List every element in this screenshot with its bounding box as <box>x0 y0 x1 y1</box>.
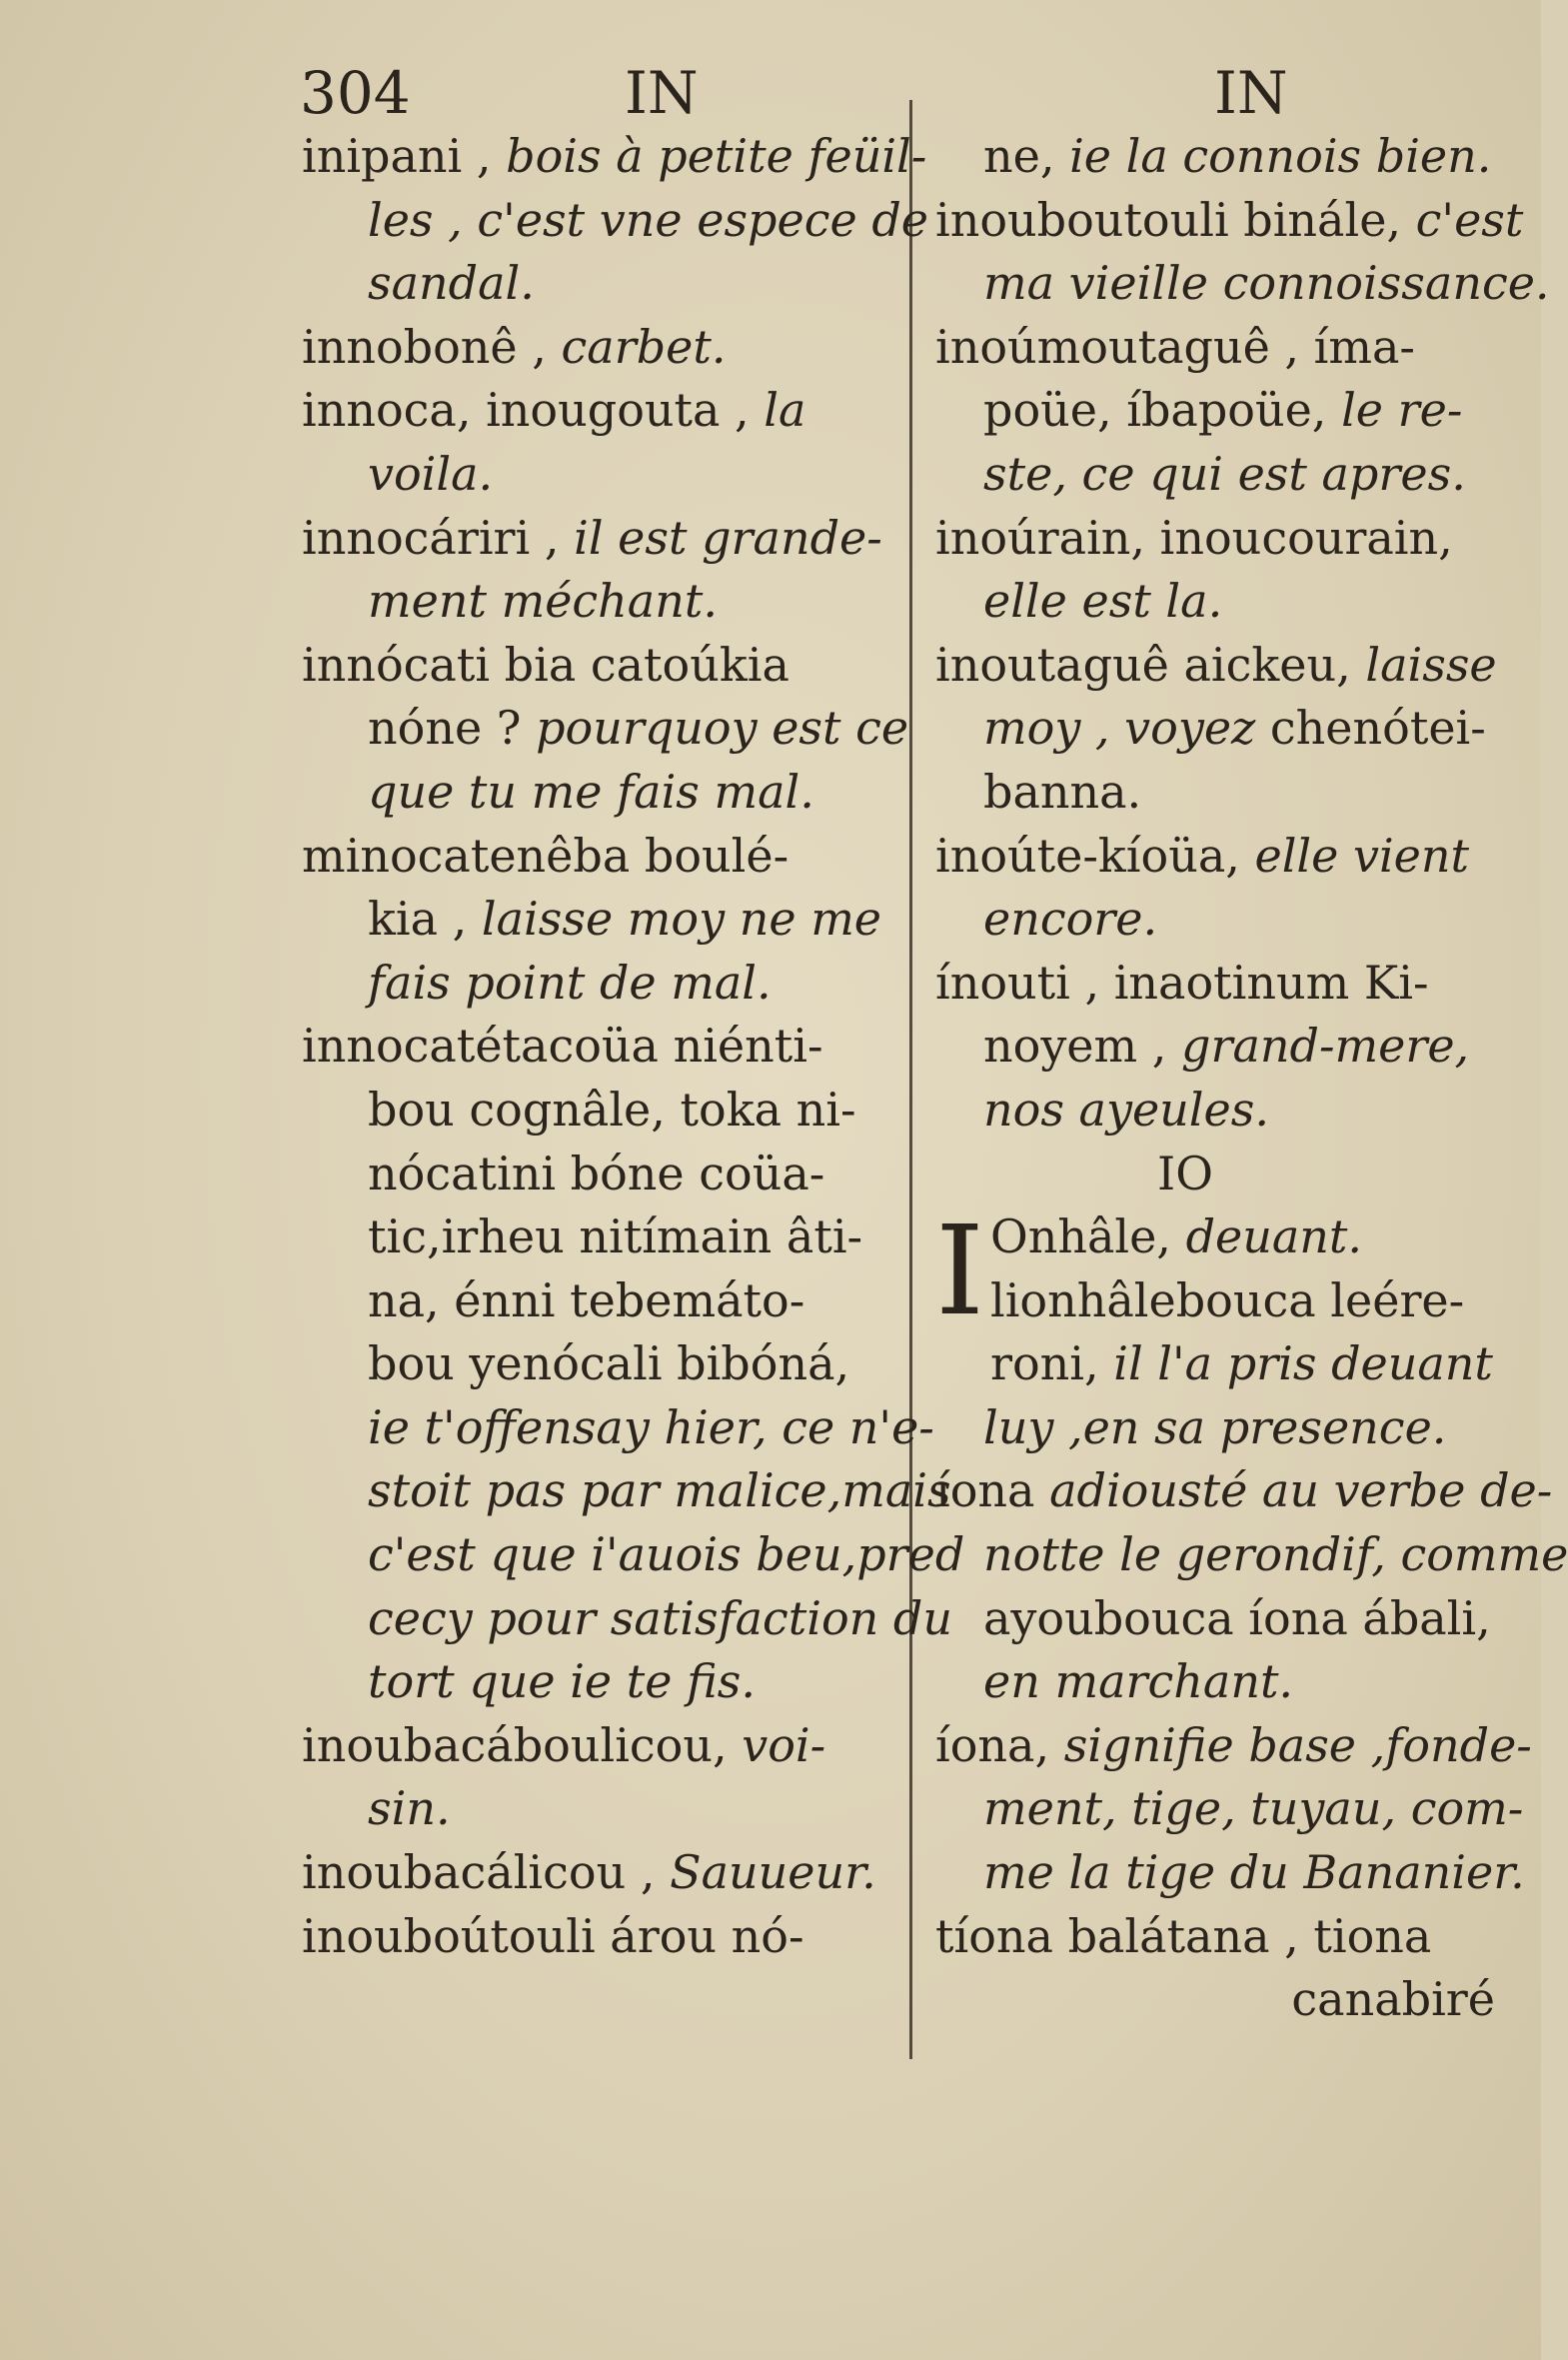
drop-cap-letter: I <box>935 1199 984 1344</box>
entry-line: ment, tige, tuyau, com- <box>983 1781 1524 1836</box>
entry-line: inoúte-kíoüa, elle vient <box>935 828 1470 883</box>
entry-line: inoutaguê aickeu, laisse <box>935 637 1497 692</box>
entry-line: lionhâlebouca leére- <box>989 1272 1465 1327</box>
catchword: canabiré <box>1291 1972 1495 2027</box>
right-column <box>935 125 1568 2032</box>
entry-line: notte le gerondif, comme <box>983 1527 1568 1582</box>
entry-line: fais point de mal. <box>368 955 772 1010</box>
entry-line: innoca, inougouta , la <box>302 383 806 438</box>
entry-line: inouboútouli árou nó- <box>302 1908 804 1963</box>
entry-line: me la tige du Bananier. <box>983 1845 1525 1900</box>
entry-line: bou cognâle, toka ni- <box>368 1082 856 1137</box>
entry-line: poüe, íbapoüe, le re- <box>983 383 1463 438</box>
entry-line: íona, signifie base ,fonde- <box>935 1717 1532 1772</box>
dropcap-block <box>935 1199 1495 1344</box>
entry-line: nóne ? pourquoy est ce <box>368 701 909 756</box>
entry-line: cecy pour satisfaction du <box>368 1590 952 1645</box>
section-heading: IO <box>1157 1146 1213 1200</box>
entry-line: luy ,en sa presence. <box>983 1399 1447 1454</box>
entry-line: banna. <box>983 764 1142 819</box>
entry-line: inoubacáboulicou, voi- <box>302 1717 826 1772</box>
left-column <box>302 125 965 1968</box>
entry-line: en marchant. <box>983 1654 1294 1709</box>
entry-line: voila. <box>368 446 494 501</box>
entry-line: nócatini bóne coüa- <box>368 1146 825 1200</box>
entry-line: inoubacálicou , Sauueur. <box>302 1845 876 1900</box>
entry-line: minocatenêba boulé- <box>302 828 789 883</box>
entry-line: tort que ie te fis. <box>368 1654 756 1709</box>
entry-line: na, énni tebemáto- <box>368 1272 805 1327</box>
entry-line: ste, ce qui est apres. <box>983 446 1466 501</box>
entry-line: les , c'est vne espece de <box>368 192 928 247</box>
entry-line: inoúrain, inoucourain, <box>935 510 1453 565</box>
entry-line: innocáriri , il est grande- <box>302 510 882 565</box>
column-divider <box>909 100 912 2059</box>
running-head-right: IN <box>1214 59 1288 127</box>
entry-line: innocatétacoüa niénti- <box>302 1019 823 1074</box>
entry-line: ne, ie la connois bien. <box>983 129 1492 183</box>
entry-line: tic,irheu nitímain âti- <box>368 1209 863 1264</box>
entry-line: c'est que i'auois beu,pred <box>368 1527 965 1582</box>
page-number: 304 <box>300 59 411 127</box>
entry-line: roni, il l'a pris deuant <box>989 1336 1493 1391</box>
entry-line: elle est la. <box>983 574 1223 629</box>
entry-line: innócati bia catoúkia <box>302 637 789 692</box>
entry-line: stoit pas par malice,mais <box>368 1463 951 1518</box>
entry-line: bou yenócali bibóná, <box>368 1336 850 1391</box>
entry-line: que tu me fais mal. <box>368 764 814 819</box>
entry-line: ie t'offensay hier, ce n'e- <box>368 1399 934 1454</box>
running-head-left: IN <box>625 59 699 127</box>
entry-line: encore. <box>983 892 1158 947</box>
entry-line: inouboutouli binále, c'est <box>935 192 1524 247</box>
entry-line: inipani , bois à petite feüil- <box>302 129 927 183</box>
entry-line: Onhâle, deuant. <box>989 1209 1363 1264</box>
entry-line: moy , voyez chenótei- <box>983 701 1486 756</box>
entry-line: ma vieille connoissance. <box>983 256 1550 311</box>
entry-line: innobonê , carbet. <box>302 319 727 374</box>
entry-line: nos ayeules. <box>983 1082 1269 1137</box>
entry-line: ment méchant. <box>368 574 718 629</box>
entry-line: noyem , grand-mere, <box>983 1019 1470 1074</box>
entry-line: sandal. <box>368 256 535 311</box>
entry-line: ínouti , inaotinum Ki- <box>935 955 1429 1010</box>
entry-line: tíona balátana , tiona <box>935 1908 1432 1963</box>
entry-line: kia , laisse moy ne me <box>368 892 882 947</box>
entry-line: íona adiousté au verbe de- <box>935 1463 1553 1518</box>
entry-line: inoúmoutaguê , íma- <box>935 319 1415 374</box>
entry-line: sin. <box>368 1781 451 1836</box>
entry-line: ayoubouca íona ábali, <box>983 1590 1491 1645</box>
